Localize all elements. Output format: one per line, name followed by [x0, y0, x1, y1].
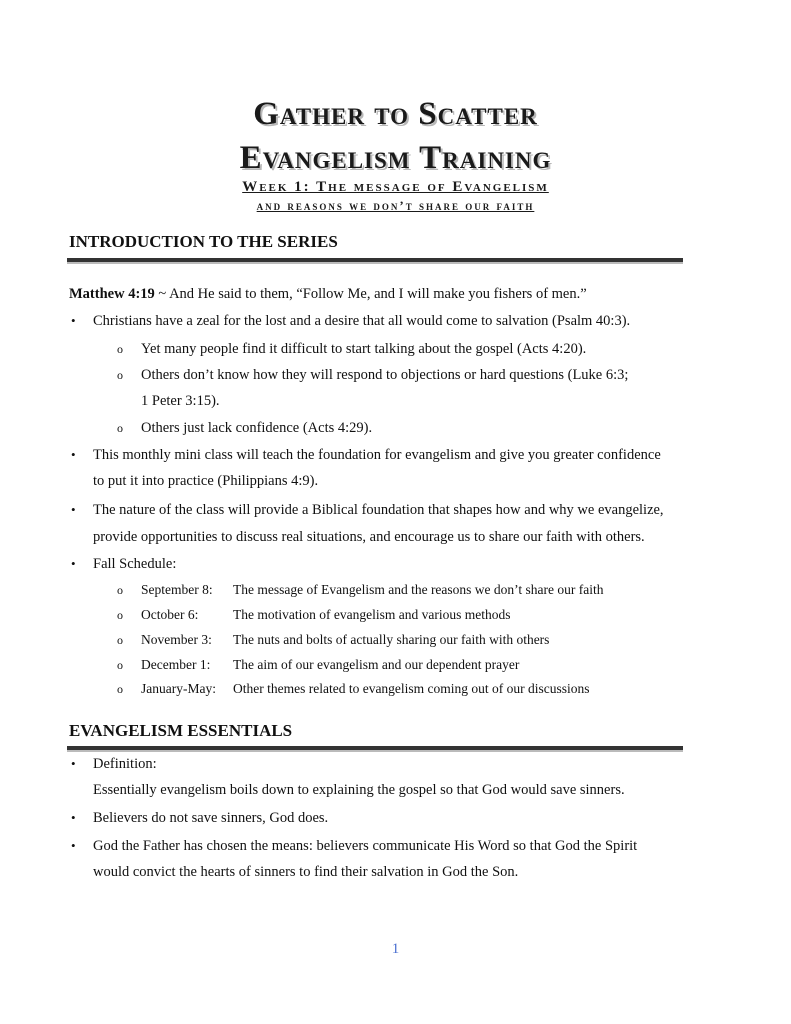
intro-sub-bullet-1: Yet many people find it difficult to start talking about the gospel (Acts 4:20). [141, 341, 587, 357]
intro-bullet-3-line-1: The nature of the class will provide a Biblical foundation that shapes how and why we evangelize, [93, 502, 664, 518]
schedule-topic: The aim of our evangelism and our dependent prayer [233, 657, 520, 672]
sub-bullet-circle: o [117, 658, 123, 672]
title-line-2: Evangelism Training [239, 140, 552, 176]
subtitle-line-1: Week 1: The message of Evangelism [242, 179, 549, 195]
sub-bullet-circle: o [117, 633, 123, 647]
schedule-date: November 3: [141, 632, 212, 647]
page-number: 1 [391, 941, 400, 957]
intro-bullet-1: Christians have a zeal for the lost and a desire that all would come to salvation (Psalm 40:3). [93, 313, 631, 329]
intro-sub-bullet-2-line-2: 1 Peter 3:15). [141, 393, 220, 409]
sub-bullet-circle: o [117, 368, 123, 382]
schedule-topic: The nuts and bolts of actually sharing our faith with others [233, 632, 550, 647]
schedule-date: December 1: [141, 657, 211, 672]
schedule-topic: The motivation of evangelism and various methods [233, 607, 511, 622]
bullet-dot: • [71, 447, 76, 462]
verse-text: ~ And He said to them, “Follow Me, and I will make you fishers of men.” [154, 286, 587, 302]
section-rule [67, 258, 683, 264]
schedule-date: October 6: [141, 607, 199, 622]
subtitle-line-2: and reasons we don’t share our faith [256, 198, 535, 213]
sub-bullet-circle: o [117, 583, 123, 597]
bullet-dot: • [71, 556, 76, 571]
section-heading-essentials: EVANGELISM ESSENTIALS [69, 721, 293, 740]
bullet-dot: • [71, 313, 76, 328]
essentials-bullet-3-line-2: would convict the hearts of sinners to find their salvation in God the Son. [93, 864, 519, 880]
intro-bullet-2-line-2: to put it into practice (Philippians 4:9). [93, 473, 319, 489]
schedule-topic: The message of Evangelism and the reasons we don’t share our faith [233, 582, 604, 597]
essentials-bullet-3-line-1: God the Father has chosen the means: believers communicate His Word so that God the Spirit [93, 838, 638, 854]
sub-bullet-circle: o [117, 682, 123, 696]
bullet-dot: • [71, 756, 76, 771]
bullet-dot: • [71, 810, 76, 825]
sub-bullet-circle: o [117, 421, 123, 435]
schedule-topic: Other themes related to evangelism coming out of our discussions [233, 681, 590, 696]
intro-sub-bullet-3: Others just lack confidence (Acts 4:29). [141, 420, 373, 436]
sub-bullet-circle: o [117, 342, 123, 356]
schedule-date: January-May: [141, 681, 216, 696]
schedule-date: September 8: [141, 582, 213, 597]
bullet-dot: • [71, 502, 76, 517]
essentials-bullet-1: Definition: [93, 756, 157, 772]
intro-bullet-2-line-1: This monthly mini class will teach the foundation for evangelism and give you greater confidence [93, 447, 661, 463]
verse-line [69, 284, 587, 304]
bullet-dot: • [71, 838, 76, 853]
section-heading-introduction: INTRODUCTION TO THE SERIES [69, 232, 338, 251]
sub-bullet-circle: o [117, 608, 123, 622]
verse-reference: Matthew 4:19 [69, 286, 155, 302]
intro-sub-bullet-2-line-1: Others don’t know how they will respond to objections or hard questions (Luke 6:3; [141, 367, 629, 383]
title-line-1: Gather to Scatter [253, 96, 538, 132]
essentials-definition: Essentially evangelism boils down to explaining the gospel so that God would save sinners. [93, 782, 625, 798]
essentials-bullet-2: Believers do not save sinners, God does. [93, 810, 329, 826]
intro-bullet-4: Fall Schedule: [93, 556, 177, 572]
intro-bullet-3-line-2: provide opportunities to discuss real situations, and encourage us to share our faith with others. [93, 529, 645, 545]
section-rule [67, 746, 683, 752]
